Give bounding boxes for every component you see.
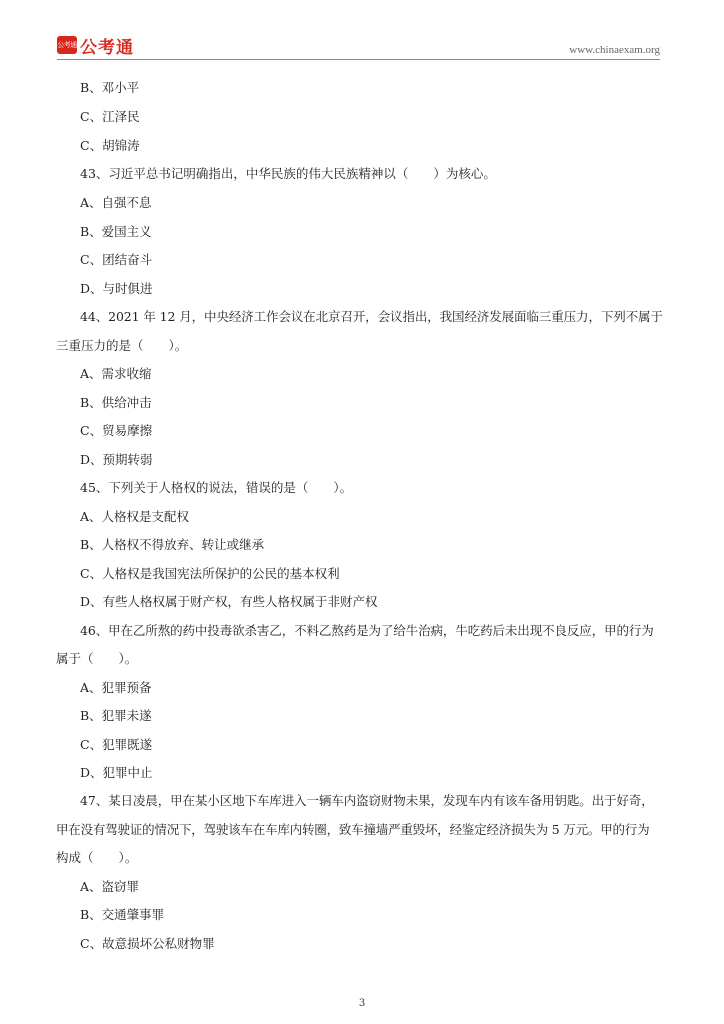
option-line: B、邓小平 — [80, 80, 140, 95]
option-line: B、供给冲击 — [80, 395, 152, 410]
option-line: A、盗窃罪 — [80, 879, 140, 894]
option-line: C、人格权是我国宪法所保护的公民的基本权利 — [80, 566, 340, 581]
option-line: A、自强不息 — [80, 195, 152, 210]
site-url: www.chinaexam.org — [569, 44, 660, 56]
option-line: D、有些人格权属于财产权，有些人格权属于非财产权 — [80, 594, 378, 609]
question-line: 44、2021 年 12 月，中央经济工作会议在北京召开，会议指出，我国经济发展面临三重压力，下列不属于 — [80, 309, 663, 324]
option-line: C、故意损坏公私财物罪 — [80, 936, 215, 951]
question-line: 47、某日凌晨，甲在某小区地下车库进入一辆车内盗窃财物未果，发现车内有该车备用钥匙。出于好奇， — [80, 793, 654, 808]
logo-text: 公考通 — [80, 37, 134, 58]
question-line: 45、下列关于人格权的说法，错误的是（ ）。 — [80, 480, 353, 495]
option-line: A、犯罪预备 — [80, 680, 152, 695]
option-line: C、江泽民 — [80, 109, 140, 124]
option-line: C、团结奋斗 — [80, 252, 153, 267]
option-line: C、犯罪既遂 — [80, 737, 153, 752]
logo — [57, 34, 134, 56]
option-line: D、犯罪中止 — [80, 765, 153, 780]
option-line: B、犯罪未遂 — [80, 708, 152, 723]
question-line: 构成（ ）。 — [56, 850, 138, 865]
option-line: A、需求收缩 — [80, 366, 152, 381]
page-number: 3 — [358, 998, 366, 1009]
option-line: D、预期转弱 — [80, 452, 153, 467]
option-line: C、胡锦涛 — [80, 138, 140, 153]
question-line: 甲在没有驾驶证的情况下，驾驶该车在车库内转圈，致车撞墙严重毁坏，经鉴定经济损失为 5 万元。甲的行为 — [56, 822, 650, 837]
option-line: B、人格权不得放弃、转让或继承 — [80, 537, 265, 552]
logo-badge-icon: 公考通 — [57, 36, 77, 54]
option-line: C、贸易摩擦 — [80, 423, 153, 438]
question-line: 43、习近平总书记明确指出，中华民族的伟大民族精神以（ ）为核心。 — [80, 166, 496, 181]
question-line: 属于（ ）。 — [56, 651, 138, 666]
option-line: B、爱国主义 — [80, 224, 152, 239]
option-line: D、与时俱进 — [80, 281, 153, 296]
header-divider — [57, 59, 660, 60]
page-header — [0, 0, 724, 60]
question-line: 三重压力的是（ ）。 — [56, 338, 188, 353]
question-line: 46、甲在乙所熬的药中投毒欲杀害乙，不料乙熬药是为了给牛治病，牛吃药后未出现不良反应，甲的行为 — [80, 623, 654, 638]
option-line: B、交通肇事罪 — [80, 907, 165, 922]
option-line: A、人格权是支配权 — [80, 509, 190, 524]
